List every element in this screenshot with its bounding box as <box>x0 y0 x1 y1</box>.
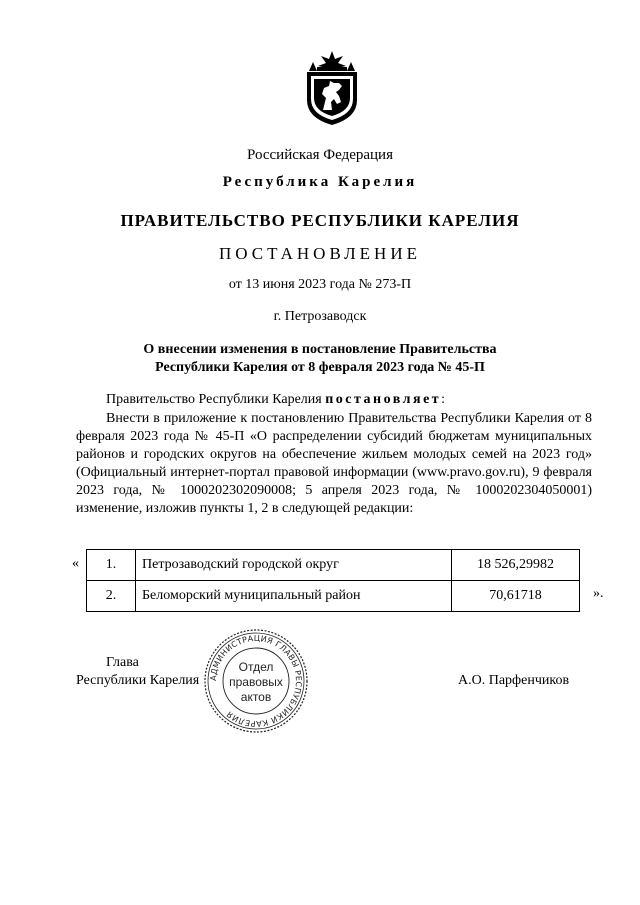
resolution-body-text: Внести в приложение к постановлению Правительства Республики Карелия от 8 февраля 2023 года № 45-П «О распределении субсидий бюджетам муниципальных районов и городских округов на обеспечение жильем молодых семей на 2023 год» (Официальный интернет-портал правовой информации (www.pravo.gov.ru), 9 февраля 2023 года, № 1000202302090008; 5 апреля 2023 года, № 1000202304050001) изменение, изложив пункты 1, 2 в следующей редакции: <box>76 411 592 516</box>
stamp-ring-text: АДМИНИСТРАЦИЯ ГЛАВЫ РЕСПУБЛИКИ КАРЕЛИЯ <box>208 633 304 729</box>
municipality-name: Беломорский муниципальный район <box>136 581 452 612</box>
resolution-subject: Правительство Республики Карелия <box>106 392 326 407</box>
document-title-line2: Республики Карелия от 8 февраля 2023 года № 45-П <box>155 360 485 375</box>
country-name: Российская Федерация <box>247 147 393 163</box>
resolution-verb: постановляет <box>325 392 442 407</box>
table-quote-open: « <box>72 556 79 571</box>
stamp-line3: актов <box>240 690 272 704</box>
subsidy-amount: 18 526,29982 <box>452 550 580 581</box>
signatory-name: А.О. Парфенчиков <box>458 673 570 688</box>
coat-of-arms-emblem <box>303 50 361 126</box>
document-type: ПОСТАНОВЛЕНИЕ <box>218 244 421 263</box>
signatory-title-line1: Глава <box>106 655 139 670</box>
stamp-line1: Отдел <box>238 660 274 674</box>
document-title <box>0 341 640 377</box>
resolution-intro <box>106 392 445 408</box>
stamp-line2: правовых <box>229 675 283 689</box>
row-number: 2. <box>87 581 136 612</box>
document-title-line1: О внесении изменения в постановление Правительства <box>143 342 497 357</box>
resolution-colon: : <box>441 392 446 407</box>
row-number: 1. <box>87 550 136 581</box>
signatory-title-line2: Республики Карелия <box>76 673 200 688</box>
table-quote-close: ». <box>593 586 604 601</box>
subsidy-amount: 70,61718 <box>452 581 580 612</box>
document-date-number: от 13 июня 2023 года № 273-П <box>228 277 412 292</box>
government-name: ПРАВИТЕЛЬСТВО РЕСПУБЛИКИ КАРЕЛИЯ <box>120 211 520 230</box>
table-row <box>87 550 580 581</box>
republic-name: Республика Карелия <box>222 174 418 190</box>
municipality-name: Петрозаводский городской округ <box>136 550 452 581</box>
official-stamp <box>203 628 309 734</box>
table-row <box>87 581 580 612</box>
document-city: г. Петрозаводск <box>273 309 367 324</box>
subsidy-table <box>86 549 580 612</box>
